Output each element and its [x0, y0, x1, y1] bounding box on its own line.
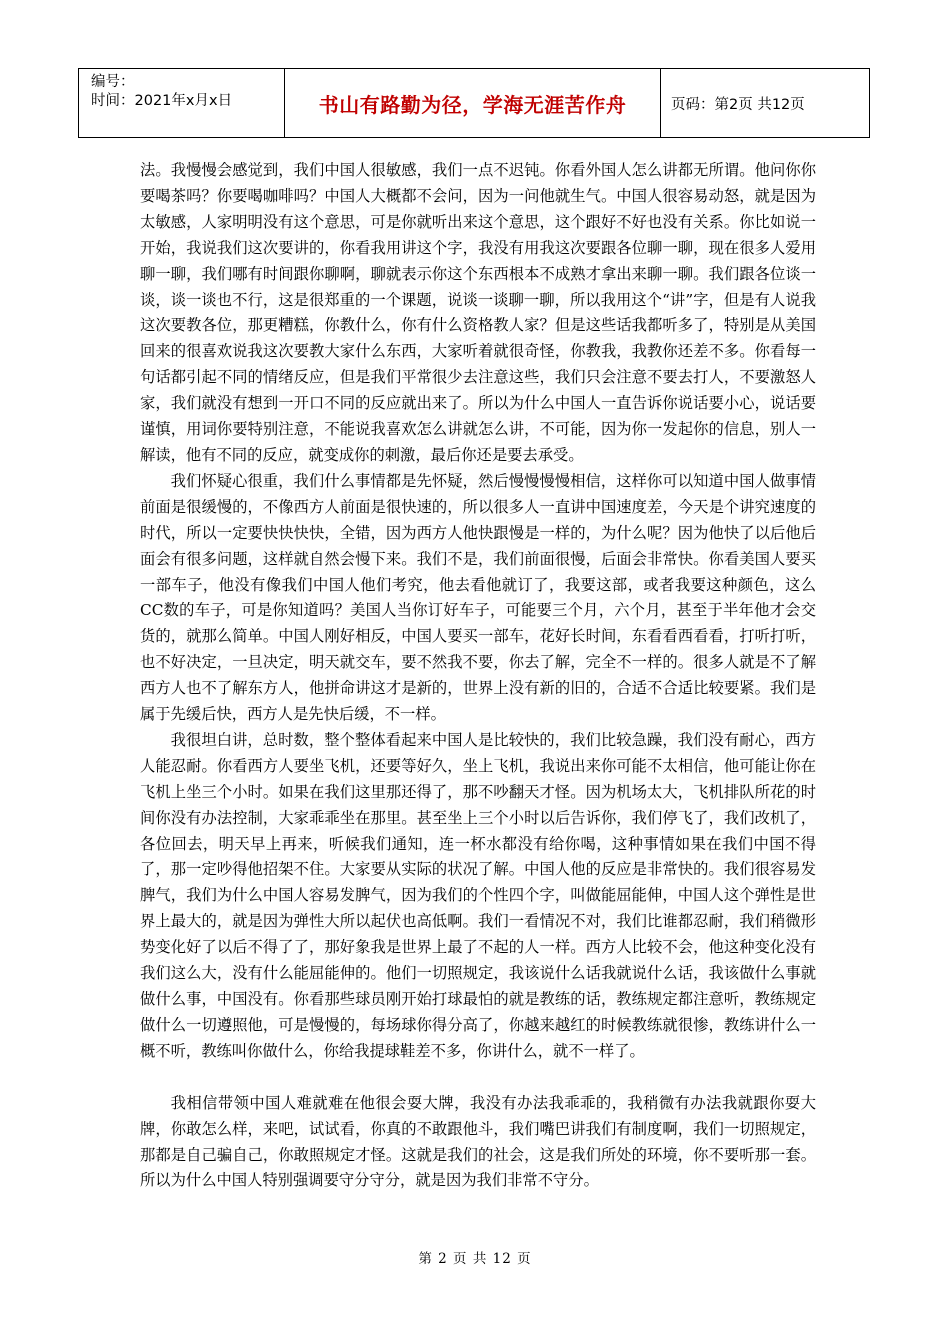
- document-body: [140, 158, 816, 1194]
- header-motto: 书山有路勤为径，学海无涯苦作舟: [285, 69, 661, 137]
- page-footer: 第 2 页 共 12 页: [418, 1251, 532, 1267]
- paragraph-3: 我很坦白讲，总时数，整个整体看起来中国人是比较快的，我们比较急躁，我们没有耐心，西方人能忍耐。你看西方人要坐飞机，还要等好久，坐上飞机，我说出来你可能不太相信，他可能让你在飞机上坐三个小时。如果在我们这里那还得了，那不吵翻天才怪。因为机场太大，飞机排队所花的时间你没有办法控制，大家乖乖坐在那里。甚至坐上三个小时以后告诉你，我们停飞了，我们改机了，各位回去，明天早上再来，听候我们通知，连一杯水都没有给你喝，这种事情如果在我们中国不得了，那一定吵得他招架不住。大家要从实际的状况了解。中国人他的反应是非常快的。我们很容易发脾气，我们为什么中国人容易发脾气，因为我们的个性四个字，叫做能屈能伸，中国人这个弹性是世界上最大的，就是因为弹性大所以起伏也高低啊。我们一看情况不对，我们比谁都忍耐，我们稍微形势变化好了以后不得了了，那好象我是世界上最了不起的人一样。西方人比较不会，他这种变化没有我们这么大，没有什么能屈能伸的。他们一切照规定，我该说什么话我就说什么话，我该做什么事就做什么事，中国没有。你看那些球员刚开始打球最怕的就是教练的话，教练规定都注意听，教练规定做什么一切遵照他，可是慢慢的，每场球你得分高了，你越来越红的时候教练就很惨，教练讲什么一概不听，教练叫你做什么，你给我提球鞋差不多，你讲什么，就不一样了。: [140, 730, 816, 1060]
- paragraph-1: 法。我慢慢会感觉到，我们中国人很敏感，我们一点不迟钝。你看外国人怎么讲都无所谓。他问你你要喝茶吗？你要喝咖啡吗？中国人大概都不会问，因为一问他就生气。中国人很容易动怒，就是因为太敏感，人家明明没有这个意思，可是你就听出来这个意思，这个跟好不好也没有关系。你比如说一开始，我说我们这次要讲的，你看我用讲这个字，我没有用我这次要跟各位聊一聊，现在很多人爱用聊一聊，我们哪有时间跟你聊啊，聊就表示你这个东西根本不成熟才拿出来聊一聊。我们跟各位谈一谈，谈一谈也不行，这是很郑重的一个课题，说谈一谈聊一聊，所以我用这个“讲”字，但是有人说我这次要教各位，那更糟糕，你教什么，你有什么资格教人家？但是这些话我都听多了，特别是从美国回来的很喜欢说我这次要教大家什么东西，大家听着就很奇怪，你教我，我教你还差不多。你看每一句话都引起不同的情绪反应，但是我们平常很少去注意这些，我们只会注意不要去打人，不要激怒人家，我们就没有想到一开口不同的反应就出来了。所以为什么中国人一直告诉你说话要小心，说话要谨慎，用词你要特别注意，不能说我喜欢怎么讲就怎么讲，不可能，因为你一发起你的信息，别人一解读，他有不同的反应，就变成你的刺激，最后你还是要去承受。: [140, 161, 816, 464]
- header-page-info: 页码：第2页 共12页: [671, 96, 805, 113]
- date-label: 时间：2021年x月x日: [91, 93, 233, 109]
- serial-number-label: 编号：: [91, 74, 135, 90]
- paragraph-4: 我相信带领中国人难就难在他很会耍大牌，我没有办法我乖乖的，我稍微有办法我就跟你耍大牌，你敢怎么样，来吧，试试看，你真的不敢跟他斗，我们嘴巴讲我们有制度啊，我们一切照规定，那都是自己骗自己，你敢照规定才怪。这就是我们的社会，这是我们所处的环境，你不要听那一套。所以为什么中国人特别强调要守分守分，就是因为我们非常不守分。: [140, 1093, 816, 1190]
- paragraph-2: 我们怀疑心很重，我们什么事情都是先怀疑，然后慢慢慢慢相信，这样你可以知道中国人做事情前面是很缓慢的，不像西方人前面是很快速的，所以很多人一直讲中国速度差，今天是个讲究速度的时代，所以一定要快快快快，全错，因为西方人他快跟慢是一样的，为什么呢？因为他快了以后他后面会有很多问题，这样就自然会慢下来。我们不是，我们前面很慢，后面会非常快。你看美国人要买一部车子，他没有像我们中国人他们考究，他去看他就订了，我要这部，或者我要这种颜色，这么CC数的车子，可是你知道吗？美国人当你订好车子，可能要三个月，六个月，甚至于半年他才会交货的，就那么简单。中国人刚好相反，中国人要买一部车，花好长时间，东看看西看看，打听打听，也不好决定，一旦决定，明天就交车，要不然我不要，你去了解，完全不一样的。很多人就是不了解西方人也不了解东方人，他拼命讲这才是新的，世界上没有新的旧的，合适不合适比较要紧。我们是属于先缓后快，西方人是先快后缓，不一样。: [140, 471, 816, 724]
- header-meta: [79, 69, 285, 137]
- page-header: [78, 68, 870, 138]
